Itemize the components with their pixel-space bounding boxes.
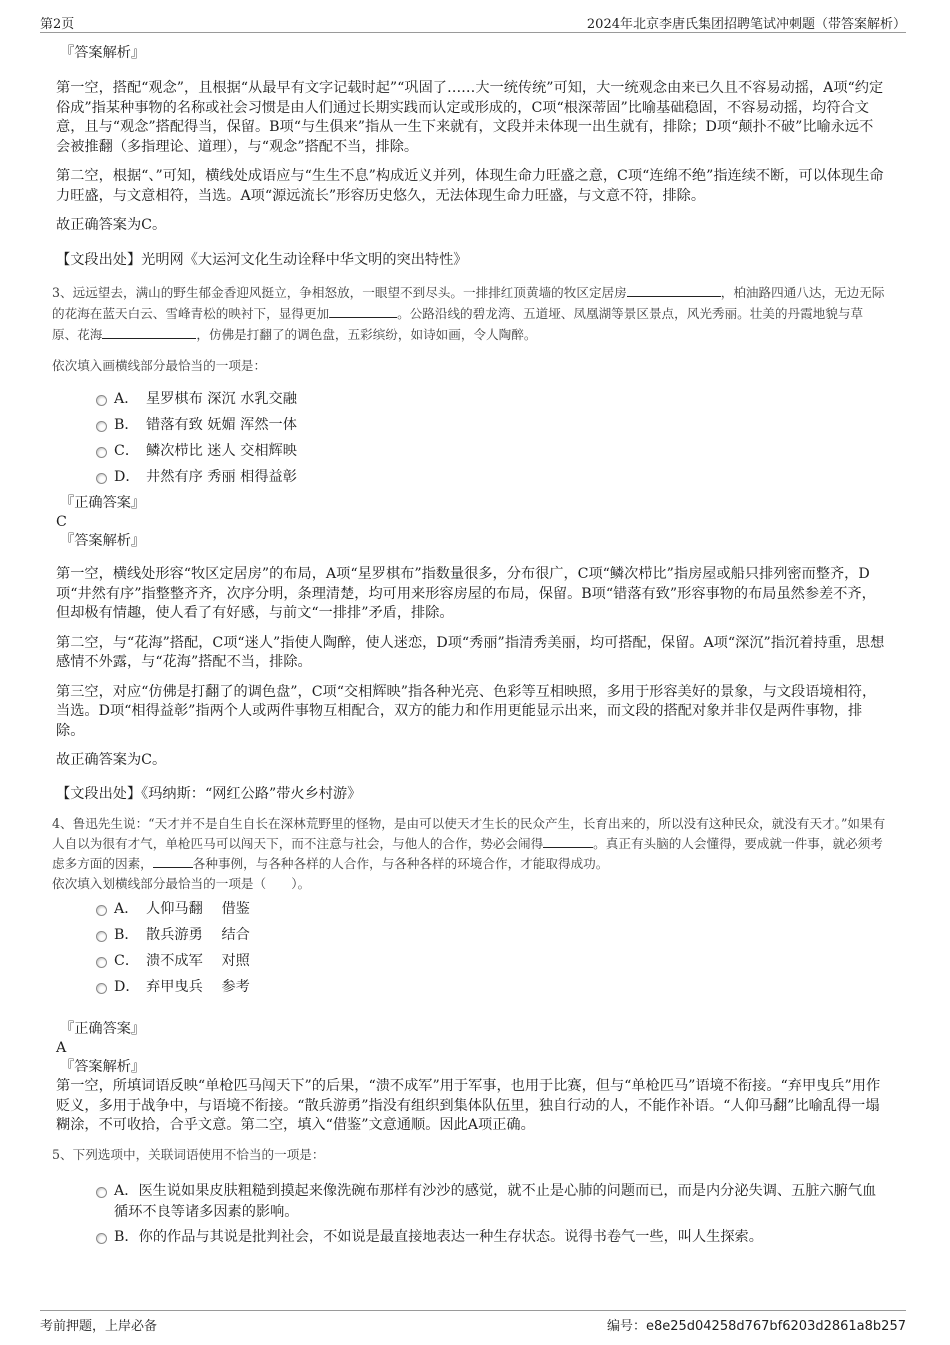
page-number: 第2页 (40, 17, 75, 32)
page-header (40, 10, 906, 33)
option-a[interactable]: A． 星罗棋布 深沉 水乳交融 (56, 386, 886, 412)
analysis-paragraph: 第二空，根据“、”可知，横线处成语应与“生生不息”构成近义并列，体现生命力旺盛之意，C项“连绵不绝”指连续不断，可以体现生命力旺盛，与文意相符，当选。A项“源远流长”形容历史悠久，无法体现生命力旺盛，与文意不符，排除。 (56, 168, 884, 204)
option-a[interactable]: A． 人仰马翻 借鉴 (56, 896, 886, 922)
analysis-conclusion: 故正确答案为C。 (56, 217, 167, 233)
radio-icon[interactable] (96, 905, 107, 916)
page-content (52, 44, 886, 1250)
footer-slogan: 考前押题，上岸必备 (40, 1319, 158, 1334)
question-3-stem: 3、远远望去，满山的野生郁金香迎风挺立，争相怒放，一眼望不到尽头。一排排红顶黄墙的牧区定居房 ，柏油路四通八达，无边无际的花海在蓝天白云、雪峰青松的映衬下，显得更加 。公路沿线的碧龙湾、五道垭、凤凰湖等景区景点，风光秀丽。壮美的丹霞地貌与草原、花海 ，仿佛是打翻了的调色盘，五彩缤纷，如诗如画，令人陶醉。 (52, 285, 885, 342)
analysis-paragraph: 第一空，搭配“观念”，且根据“从最早有文字记载时起”“巩固了……大一统传统”可知，大一统观念由来已久且不容易动摇，A项“约定俗成”指某种事物的名称或社会习惯是由人们通过长期实践而认定或形成的，C项“根深蒂固”比喻基础稳固，不容易动摇，均符合文意，且与“观念”搭配得当，保留。B项“与生俱来”指从一生下来就有，文段并未体现一出生就有，排除；D项“颠扑不破”比喻永远不会被推翻（多指理论、道理），与“观念”搭配不当，排除。 (56, 80, 884, 155)
option-d[interactable]: D． 井然有序 秀丽 相得益彰 (56, 464, 886, 490)
radio-icon[interactable] (96, 1187, 107, 1198)
question-5-options (56, 1179, 886, 1250)
correct-answer: A (56, 1040, 67, 1056)
radio-icon[interactable] (96, 395, 107, 406)
radio-icon[interactable] (96, 447, 107, 458)
fill-blank (627, 283, 721, 297)
analysis-label: 『答案解析』 (60, 1059, 146, 1075)
document-code: 编号：e8e25d04258d767bf6203d2861a8b257 (606, 1319, 906, 1334)
question-4-stem: 4、鲁迅先生说：“天才并不是自生自长在深林荒野里的怪物，是由可以使天才生长的民众产生，长育出来的，所以没有这种民众，就没有天才。”如果有人自以为很有才气，单枪匹马可以闯天下，而不注意与社会，与他人的合作，势必会闹得 。真正有头脑的人会懂得，要成就一件事，就必须考虑多方面的因素， 各种事例，与各种各样的人合作，与各种各样的环境合作，才能取得成功。 (52, 816, 886, 871)
correct-answer: C (56, 514, 67, 530)
fill-blank (153, 854, 193, 868)
option-b[interactable]: B．你的作品与其说是批判社会，不如说是最直接地表达一种生存状态。说得书卷气一些，叫人生探索。 (56, 1225, 886, 1250)
question-prompt: 依次填入划横线部分最恰当的一项是（ ）。 (52, 876, 311, 891)
source-citation: 【文段出处】《玛纳斯：“网红公路”带火乡村游》 (56, 785, 362, 802)
correct-answer-label: 『正确答案』 (60, 495, 146, 511)
radio-icon[interactable] (96, 931, 107, 942)
question-prompt: 依次填入画横线部分最恰当的一项是： (52, 358, 267, 373)
analysis-paragraph: 第三空，对应“仿佛是打翻了的调色盘”，C项“交相辉映”指各种光亮、色彩等互相映照，多用于形容美好的景象，与文段语境相符，当选。D项“相得益彰”指两个人或两件事物互相配合，双方的能力和作用更能显示出来，而文段的搭配对象并非仅是两件事物，排除。 (56, 683, 877, 739)
radio-icon[interactable] (96, 957, 107, 968)
question-3-options (56, 386, 886, 490)
radio-icon[interactable] (96, 1233, 107, 1244)
fill-blank (329, 304, 397, 318)
option-b[interactable]: B． 错落有致 妩媚 浑然一体 (56, 412, 886, 438)
analysis-label: 『答案解析』 (60, 45, 146, 61)
option-d[interactable]: D． 弃甲曳兵 参考 (56, 974, 886, 1000)
analysis-conclusion: 故正确答案为C。 (56, 752, 167, 768)
question-5-stem: 5、下列选项中，关联词语使用不恰当的一项是： (52, 1146, 325, 1162)
document-title: 2024年北京李唐氏集团招聘笔试冲刺题（带答案解析） (586, 17, 906, 32)
option-c[interactable]: C． 鳞次栉比 迷人 交相辉映 (56, 438, 886, 464)
source-citation: 【文段出处】光明网《大运河文化生动诠释中华文明的突出特性》 (56, 251, 468, 268)
option-a[interactable]: A．医生说如果皮肤粗糙到摸起来像洗碗布那样有沙沙的感觉，就不止是心肺的问题而已，而是内分泌失调、五脏六腑气血循环不良等诸多因素的影响。 (56, 1179, 886, 1225)
option-b[interactable]: B． 散兵游勇 结合 (56, 922, 886, 948)
analysis-paragraph: 第二空，与“花海”搭配，C项“迷人”指使人陶醉，使人迷恋，D项“秀丽”指清秀美丽，均可搭配，保留。A项“深沉”指沉着持重，思想感情不外露，与“花海”搭配不当，排除。 (56, 634, 885, 670)
option-c[interactable]: C． 溃不成军 对照 (56, 948, 886, 974)
correct-answer-label: 『正确答案』 (60, 1021, 146, 1037)
fill-blank (102, 325, 196, 339)
analysis-label: 『答案解析』 (60, 533, 146, 549)
radio-icon[interactable] (96, 983, 107, 994)
question-4-options (56, 896, 886, 1000)
fill-blank (543, 834, 593, 848)
analysis-paragraph: 第一空，所填词语反映“单枪匹马闯天下”的后果，“溃不成军”用于军事，也用于比赛，但与“单枪匹马”语境不衔接。“弃甲曳兵”用作贬义，多用于战争中，与语境不衔接。“散兵游勇”指没有组织到集体队伍里，独自行动的人，不能作补语。“人仰马翻”比喻乱得一塌糊涂，不可收拾，合乎文意。第二空，填入“借鉴”文意通顺。因此A项正确。 (56, 1078, 881, 1133)
radio-icon[interactable] (96, 473, 107, 484)
radio-icon[interactable] (96, 421, 107, 432)
analysis-paragraph: 第一空，横线处形容“牧区定居房”的布局，A项“星罗棋布”指数量很多，分布很广，C项“鳞次栉比”指房屋或船只排列密而整齐，D项“井然有序”指整整齐齐，次序分明，条理清楚，均可用来形容房屋的布局，保留。B项“错落有致”形容事物的布局虽然参差不齐，但却极有情趣，使人看了有好感，与前文“一排排”矛盾，排除。 (56, 566, 876, 621)
page-footer (40, 1310, 906, 1335)
